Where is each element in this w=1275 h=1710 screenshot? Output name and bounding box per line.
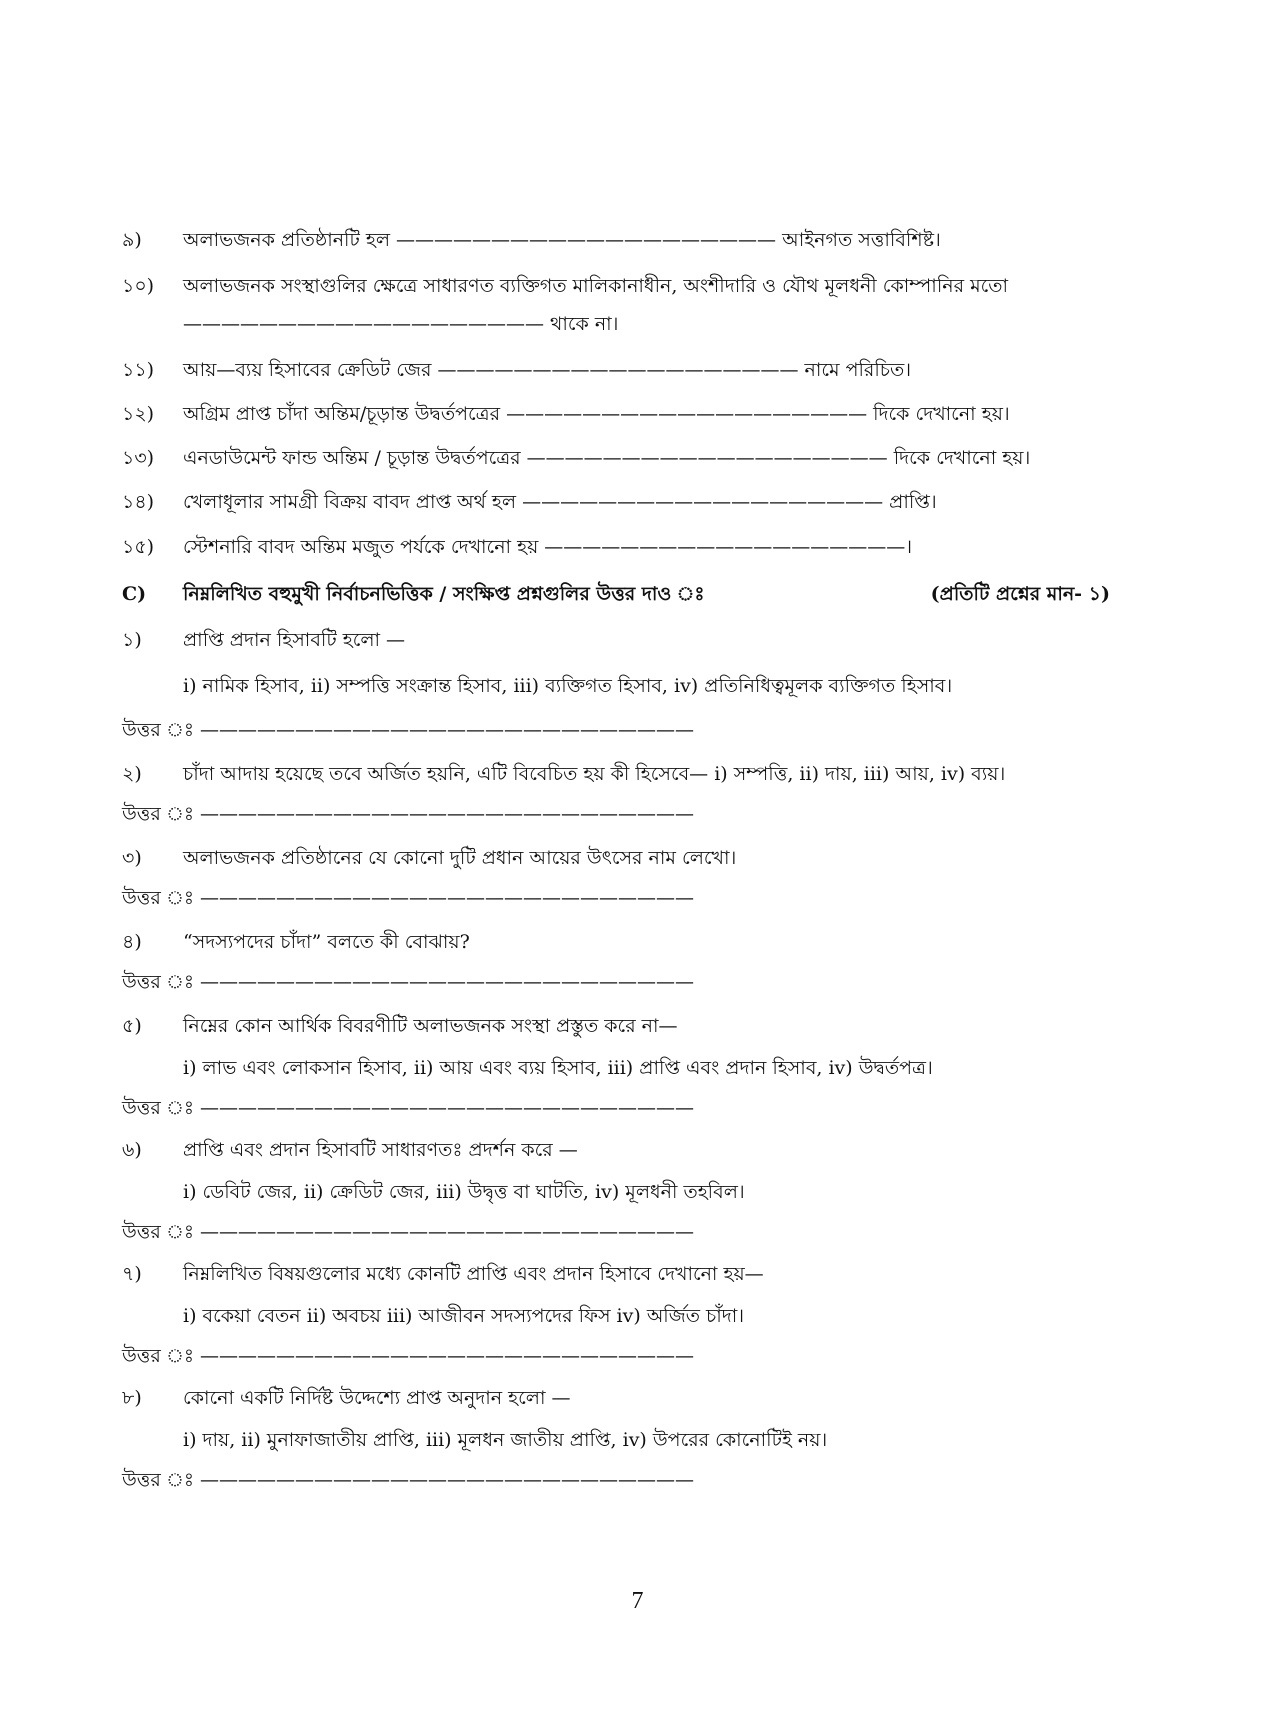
options-text: i) লাভ এবং লোকসান হিসাব, ii) আয় এবং ব্যয় হিসাব, iii) প্রাপ্তি এবং প্রদান হিসাব, iv) উদ্বর্তপত্র। bbox=[183, 1057, 933, 1079]
question-number: ৭) bbox=[122, 1263, 142, 1285]
question-number: ৩) bbox=[122, 847, 142, 869]
question-text: কোনো একটি নির্দিষ্ট উদ্দেশ্যে প্রাপ্ত অনুদান হলো — bbox=[183, 1387, 571, 1409]
item-number: ৯) bbox=[122, 229, 142, 251]
question-text: নিম্নলিখিত বিষয়গুলোর মধ্যে কোনটি প্রাপ্তি এবং প্রদান হিসাবে দেখানো হয়— bbox=[183, 1263, 764, 1285]
item-text: অলাভজনক সংস্থাগুলির ক্ষেত্রে সাধারণত ব্যক্তিগত মালিকানাধীন, অংশীদারি ও যৌথ মূলধনী কোম্পানির মতো bbox=[183, 275, 1009, 297]
item-text: খেলাধূলার সামগ্রী বিক্রয় বাবদ প্রাপ্ত অর্থ হল ——————————————————— প্রাপ্তি। bbox=[183, 491, 937, 513]
options-text: i) দায়, ii) মুনাফাজাতীয় প্রাপ্তি, iii) মূলধন জাতীয় প্রাপ্তি, iv) উপরের কোনোটিই নয়। bbox=[183, 1429, 828, 1451]
section-marks: (প্রতিটি প্রশ্নের মান- ১) bbox=[930, 583, 1110, 605]
question-text: প্রাপ্তি এবং প্রদান হিসাবটি সাধারণতঃ প্রদর্শন করে — bbox=[183, 1139, 578, 1161]
options-text: i) ডেবিট জের, ii) ক্রেডিট জের, iii) উদ্বৃত্ত বা ঘাটতি, iv) মূলধনী তহবিল। bbox=[183, 1181, 745, 1203]
question-text: অলাভজনক প্রতিষ্ঠানের যে কোনো দুটি প্রধান আয়ের উৎসের নাম লেখো। bbox=[183, 847, 737, 869]
answer-blank: উত্তর ঃ —————————————————————————— bbox=[122, 1345, 695, 1367]
item-text: অলাভজনক প্রতিষ্ঠানটি হল ———————————————————— আইনগত সত্তাবিশিষ্ট। bbox=[183, 229, 941, 251]
question-text: নিম্নের কোন আর্থিক বিবরণীটি অলাভজনক সংস্থা প্রস্তুত করে না— bbox=[183, 1015, 678, 1037]
question-text: প্রাপ্তি প্রদান হিসাবটি হলো — bbox=[183, 629, 406, 651]
question-number: ৮) bbox=[122, 1387, 142, 1409]
section-title: নিম্নলিখিত বহুমুখী নির্বাচনভিত্তিক / সংক্ষিপ্ত প্রশ্নগুলির উত্তর দাও ঃ bbox=[183, 583, 705, 605]
item-number: ১৩) bbox=[122, 447, 155, 469]
question-text: চাঁদা আদায় হয়েছে তবে অর্জিত হয়নি, এটি বিবেচিত হয় কী হিসেবে— i) সম্পত্তি, ii) দায়, iii) আয়, iv) ব্যয়। bbox=[183, 763, 1006, 785]
question-number: ৬) bbox=[122, 1139, 142, 1161]
answer-blank: উত্তর ঃ —————————————————————————— bbox=[122, 971, 695, 993]
item-number: ১৪) bbox=[122, 491, 155, 513]
question-number: ৪) bbox=[122, 931, 142, 953]
answer-blank: উত্তর ঃ —————————————————————————— bbox=[122, 1469, 695, 1491]
answer-blank: উত্তর ঃ —————————————————————————— bbox=[122, 719, 695, 741]
question-text: “সদস্যপদের চাঁদা” বলতে কী বোঝায়? bbox=[183, 931, 470, 953]
options-text: i) নামিক হিসাব, ii) সম্পত্তি সংক্রান্ত হিসাব, iii) ব্যক্তিগত হিসাব, iv) প্রতিনিধিত্বমূলক ব্যক্তিগত হিসাব। bbox=[183, 675, 953, 697]
page-number: 7 bbox=[631, 1588, 644, 1614]
answer-blank: উত্তর ঃ —————————————————————————— bbox=[122, 1221, 695, 1243]
item-text: অগ্রিম প্রাপ্ত চাঁদা অন্তিম/চূড়ান্ত উদ্বর্তপত্রের ——————————————————— দিকে দেখানো হয়। bbox=[183, 403, 1010, 425]
question-number: ২) bbox=[122, 763, 142, 785]
question-number: ৫) bbox=[122, 1015, 142, 1037]
options-text: i) বকেয়া বেতন ii) অবচয় iii) আজীবন সদস্যপদের ফিস iv) অর্জিত চাঁদা। bbox=[183, 1305, 745, 1327]
item-number: ১৫) bbox=[122, 536, 155, 558]
item-number: ১১) bbox=[122, 359, 155, 381]
item-text: এনডাউমেন্ট ফান্ড অন্তিম / চূড়ান্ত উদ্বর্তপত্রের ——————————————————— দিকে দেখানো হয়। bbox=[183, 447, 1031, 469]
question-number: ১) bbox=[122, 629, 142, 651]
section-label: C) bbox=[122, 583, 147, 605]
answer-blank: উত্তর ঃ —————————————————————————— bbox=[122, 887, 695, 909]
item-text: ——————————————————— থাকে না। bbox=[183, 313, 619, 335]
item-text: আয়—ব্যয় হিসাবের ক্রেডিট জের ——————————————————— নামে পরিচিত। bbox=[183, 359, 912, 381]
item-number: ১০) bbox=[122, 275, 155, 297]
answer-blank: উত্তর ঃ —————————————————————————— bbox=[122, 803, 695, 825]
item-text: স্টেশনারি বাবদ অন্তিম মজুত পর্যকে দেখানো হয় ———————————————————। bbox=[183, 536, 913, 558]
item-number: ১২) bbox=[122, 403, 155, 425]
answer-blank: উত্তর ঃ —————————————————————————— bbox=[122, 1097, 695, 1119]
